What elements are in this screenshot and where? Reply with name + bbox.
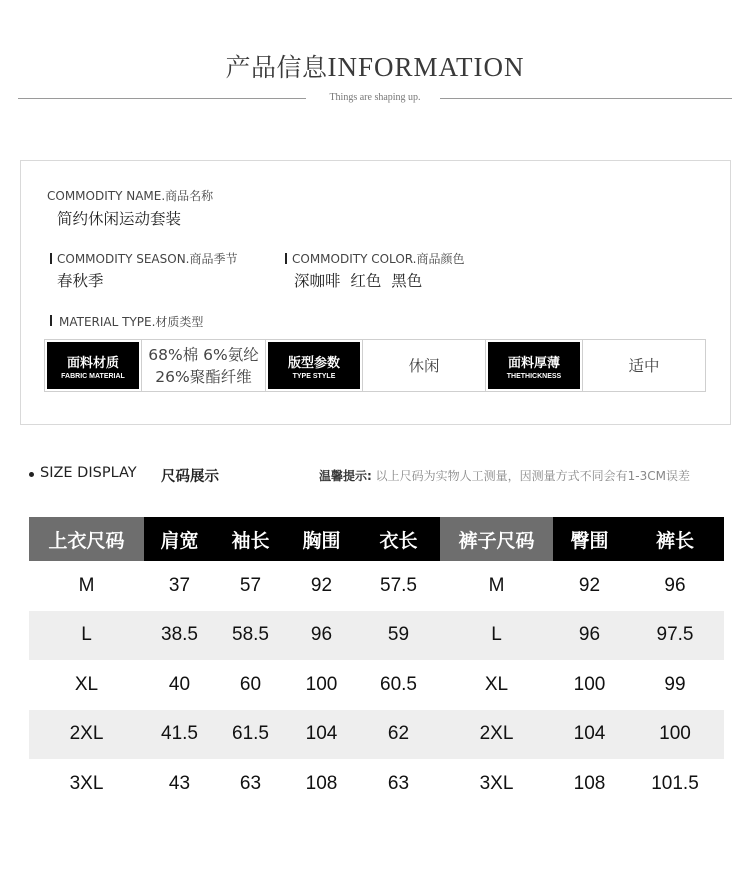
- table-cell: 41.5: [144, 710, 215, 760]
- table-cell: 96: [286, 611, 357, 661]
- bullet-icon: [29, 472, 34, 477]
- type-style-badge-cn: 版型参数: [287, 355, 340, 371]
- table-cell: 57.5: [380, 574, 417, 596]
- table-cell: 100: [626, 710, 724, 760]
- table-cell: 104: [286, 710, 357, 760]
- fabric-material-value-line2: 26%聚酯纤维: [155, 367, 252, 386]
- table-cell: 2XL: [440, 710, 553, 760]
- tip-label: 温馨提示:: [319, 469, 372, 483]
- table-cell: 43: [168, 772, 191, 794]
- table-cell: M: [78, 574, 95, 596]
- type-style-badge-en: TYPE STYLE: [292, 372, 336, 380]
- table-cell: L: [440, 611, 553, 661]
- table-cell: 104: [553, 710, 626, 760]
- tip-text: 以上尺码为实物人工测量，因测量方式不同会有1-3CM误差: [375, 469, 690, 483]
- col-header-top-size: 上衣尺码: [29, 517, 144, 561]
- type-style-value-text: 休闲: [408, 356, 440, 375]
- page-title: [0, 48, 750, 84]
- table-row: [29, 611, 724, 661]
- table-cell: 108: [573, 772, 606, 794]
- fabric-material-value-line1: 68%棉 6%氨纶: [148, 345, 259, 364]
- fabric-spec-row: [44, 339, 706, 392]
- size-section-header: [0, 462, 750, 486]
- color-marker: [285, 253, 287, 264]
- table-cell: 92: [578, 574, 601, 596]
- table-cell: 59: [357, 611, 440, 661]
- season-marker: [50, 253, 52, 264]
- table-cell: 99: [664, 673, 686, 695]
- thickness-badge-cn: 面料厚薄: [507, 355, 560, 371]
- table-row: [29, 759, 724, 809]
- table-cell: 40: [168, 673, 191, 695]
- table-cell: L: [29, 611, 144, 661]
- table-row: [29, 660, 724, 710]
- fabric-material-badge: [45, 340, 142, 391]
- commodity-name-label: COMMODITY NAME.商品名称: [47, 189, 214, 203]
- table-cell: 60: [239, 673, 262, 695]
- size-display-title: SIZE DISPLAY: [40, 465, 137, 481]
- table-cell: 3XL: [479, 772, 514, 794]
- commodity-color-value: 深咖啡 红色 黑色: [294, 272, 423, 290]
- type-style-badge: [266, 340, 363, 391]
- commodity-name-value: 简约休闲运动套装: [57, 210, 182, 228]
- col-header-length: 衣长: [357, 517, 440, 561]
- size-table-header: [29, 517, 724, 561]
- table-row: [29, 710, 724, 760]
- table-cell: 100: [305, 673, 338, 695]
- fabric-material-value: [142, 340, 266, 391]
- table-cell: 63: [387, 772, 410, 794]
- table-cell: 96: [664, 574, 686, 596]
- size-display-title-cn: 尺码展示: [161, 469, 219, 485]
- measurement-tip: [319, 467, 690, 484]
- table-cell: 2XL: [29, 710, 144, 760]
- col-header-pants-length: 裤长: [626, 517, 724, 561]
- info-header: [0, 0, 750, 120]
- fabric-material-badge-en: FABRIC MATERIAL: [61, 372, 125, 380]
- table-cell: 3XL: [69, 772, 104, 794]
- page-subtitle: Things are shaping up.: [329, 92, 421, 103]
- table-cell: 97.5: [626, 611, 724, 661]
- col-header-shoulder: 肩宽: [144, 517, 215, 561]
- col-header-chest: 胸围: [286, 517, 357, 561]
- table-cell: 60.5: [380, 673, 417, 695]
- table-cell: M: [488, 574, 505, 596]
- table-cell: 57: [239, 574, 262, 596]
- col-header-sleeve: 袖长: [215, 517, 286, 561]
- page-title-en: INFORMATION: [327, 52, 525, 82]
- size-table: [29, 517, 724, 809]
- table-cell: 100: [573, 673, 606, 695]
- table-cell: XL: [74, 673, 99, 695]
- fabric-material-badge-cn: 面料材质: [66, 355, 119, 371]
- table-cell: 92: [310, 574, 333, 596]
- table-cell: 101.5: [651, 772, 699, 794]
- table-cell: 61.5: [215, 710, 286, 760]
- page-title-cn: 产品信息: [225, 53, 328, 82]
- thickness-badge-en: THETHICKNESS: [506, 372, 562, 380]
- table-cell: 96: [553, 611, 626, 661]
- table-cell: 108: [305, 772, 338, 794]
- type-style-value: [363, 340, 486, 391]
- table-cell: 37: [168, 574, 191, 596]
- table-cell: 62: [357, 710, 440, 760]
- thickness-value-text: 适中: [628, 356, 660, 375]
- table-cell: XL: [484, 673, 509, 695]
- table-row: [29, 561, 724, 611]
- commodity-color-label: COMMODITY COLOR.商品颜色: [292, 252, 465, 266]
- commodity-season-label: COMMODITY SEASON.商品季节: [57, 252, 238, 266]
- table-cell: 58.5: [215, 611, 286, 661]
- table-cell: 38.5: [144, 611, 215, 661]
- thickness-value: [583, 340, 705, 391]
- table-cell: 63: [239, 772, 262, 794]
- material-type-label: MATERIAL TYPE.材质类型: [59, 315, 204, 329]
- col-header-hip: 臀围: [553, 517, 626, 561]
- commodity-season-value: 春秋季: [57, 272, 104, 290]
- material-type-marker: [50, 315, 52, 326]
- thickness-badge: [486, 340, 583, 391]
- col-header-pants-size: 裤子尺码: [440, 517, 553, 561]
